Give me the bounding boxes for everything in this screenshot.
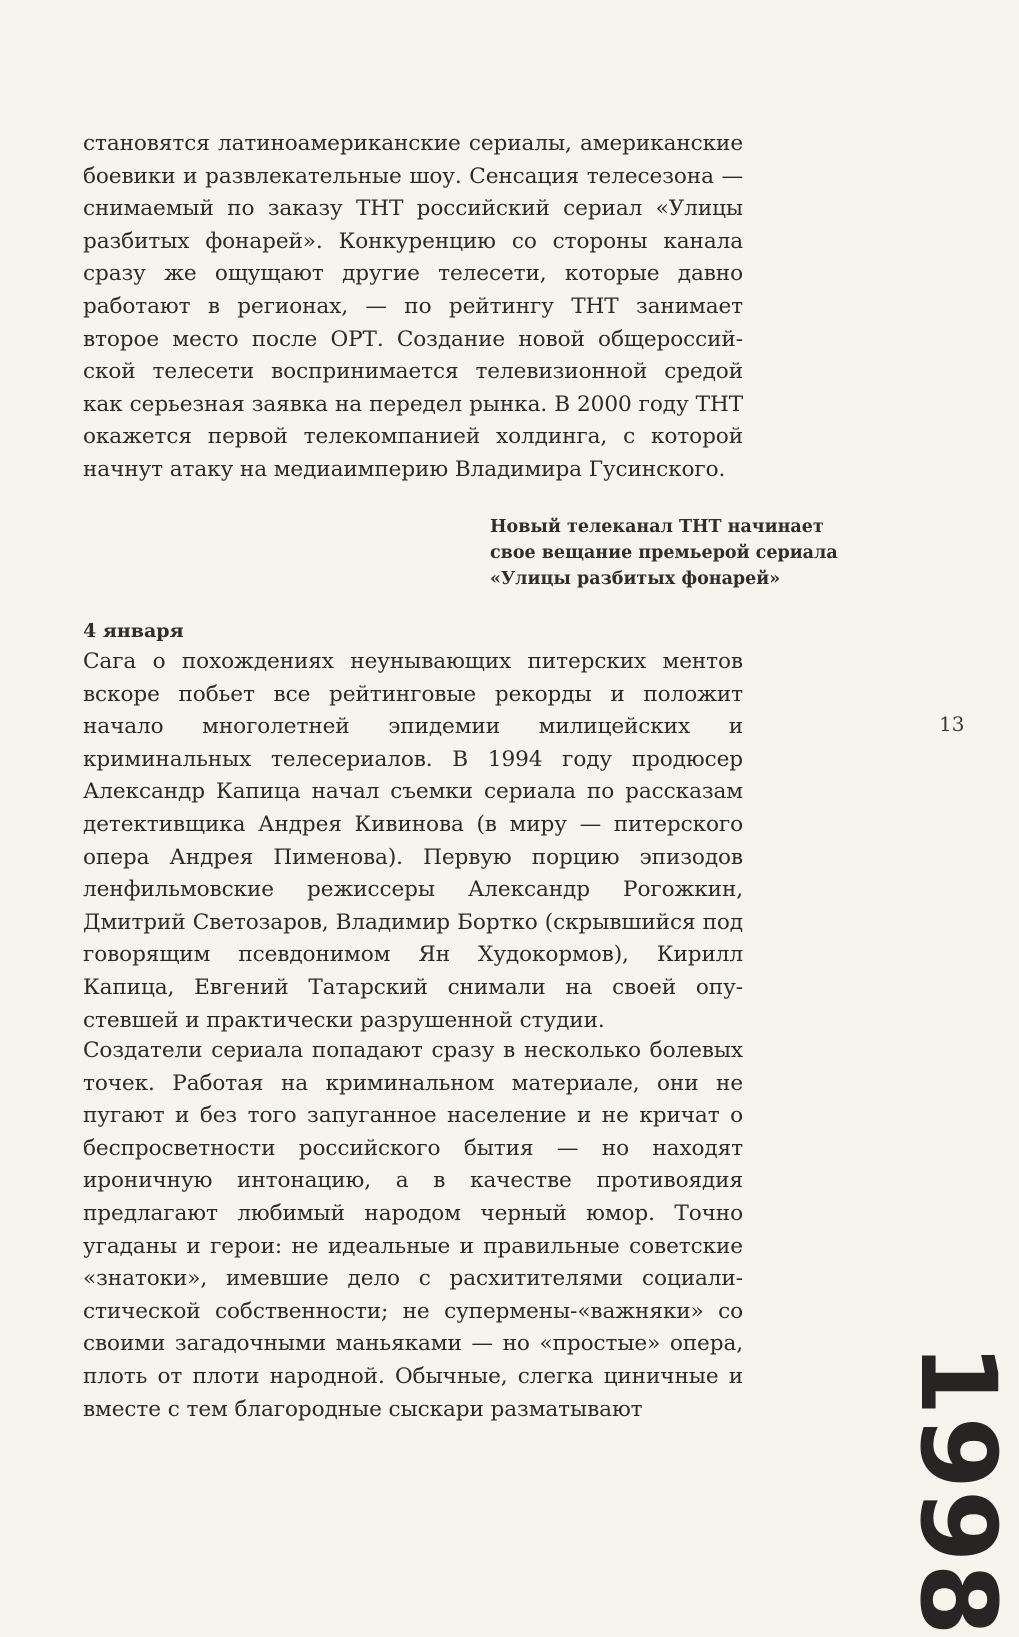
entry-paragraph-1: Сага о похождениях неунывающих питерских ментов вскоре побьет все рейтинговые рекорды и положит начало многолетней эпидемии милицейских и криминальных телесериалов. В 1994 году продюсер Александр Капица начал съемки сериала по рассказам детективщика Андрея Кивинова (в миру — питерского опера Андрея Пименова). Первую порцию эпизодов ленфильмовские режиссеры Александр Рогожкин, Дмитрий Светозаров, Владимир Бортко (скрывшийся под говорящим псевдонимом Ян Худокормов), Кирилл Капица, Евгений Татарский снимали на своей опустевшей и практически разрушенной студии. (83, 649, 743, 1033)
side-note: Новый телеканал ТНТ начинает свое вещание премьерой сериала «Улицы разбитых фонарей» (490, 517, 838, 589)
entry-paragraph-2: Создатели сериала попадают сразу в несколько болевых точек. Работая на криминальном материале, они не пугают и без того запуганное население и не кричат о беспросветности российского бытия — но находят ироничную интонацию, а в качестве противоядия предлагают любимый народом черный юмор. Точно угаданы и герои: не идеальные и правильные советские «знатоки», имевшие дело с расхитителями социалистической собственности; не супермены-«важняки» со своими загадочными маньяками — но «простые» опера, плоть от плоти народной. Обычные, слегка циничные и вместе с тем благородные сыскари разматывают (83, 1038, 743, 1422)
intro-paragraph: становятся латиноамериканские сериалы, американские боевики и развлекательные шоу. Сенсация телесезона — снимаемый по заказу ТНТ российский сериал «Улицы разбитых фонарей». Конкуренцию со стороны канала сразу же ощущают другие телесети, которые давно работают в регионах, — по рейтингу ТНТ занимает второе место после ОРТ. Создание новой общероссийской телесети воспринимается телевизионной средой как серьезная заявка на передел рынка. В 2000 году ТНТ окажется первой телекомпанией холдинга, с которой начнут атаку на медиаимперию Владимира Гусинского. (83, 131, 743, 482)
page-number: 13 (939, 712, 965, 736)
entry-date-heading: 4 января (83, 620, 184, 642)
year-label: 1998 (897, 1343, 1019, 1637)
